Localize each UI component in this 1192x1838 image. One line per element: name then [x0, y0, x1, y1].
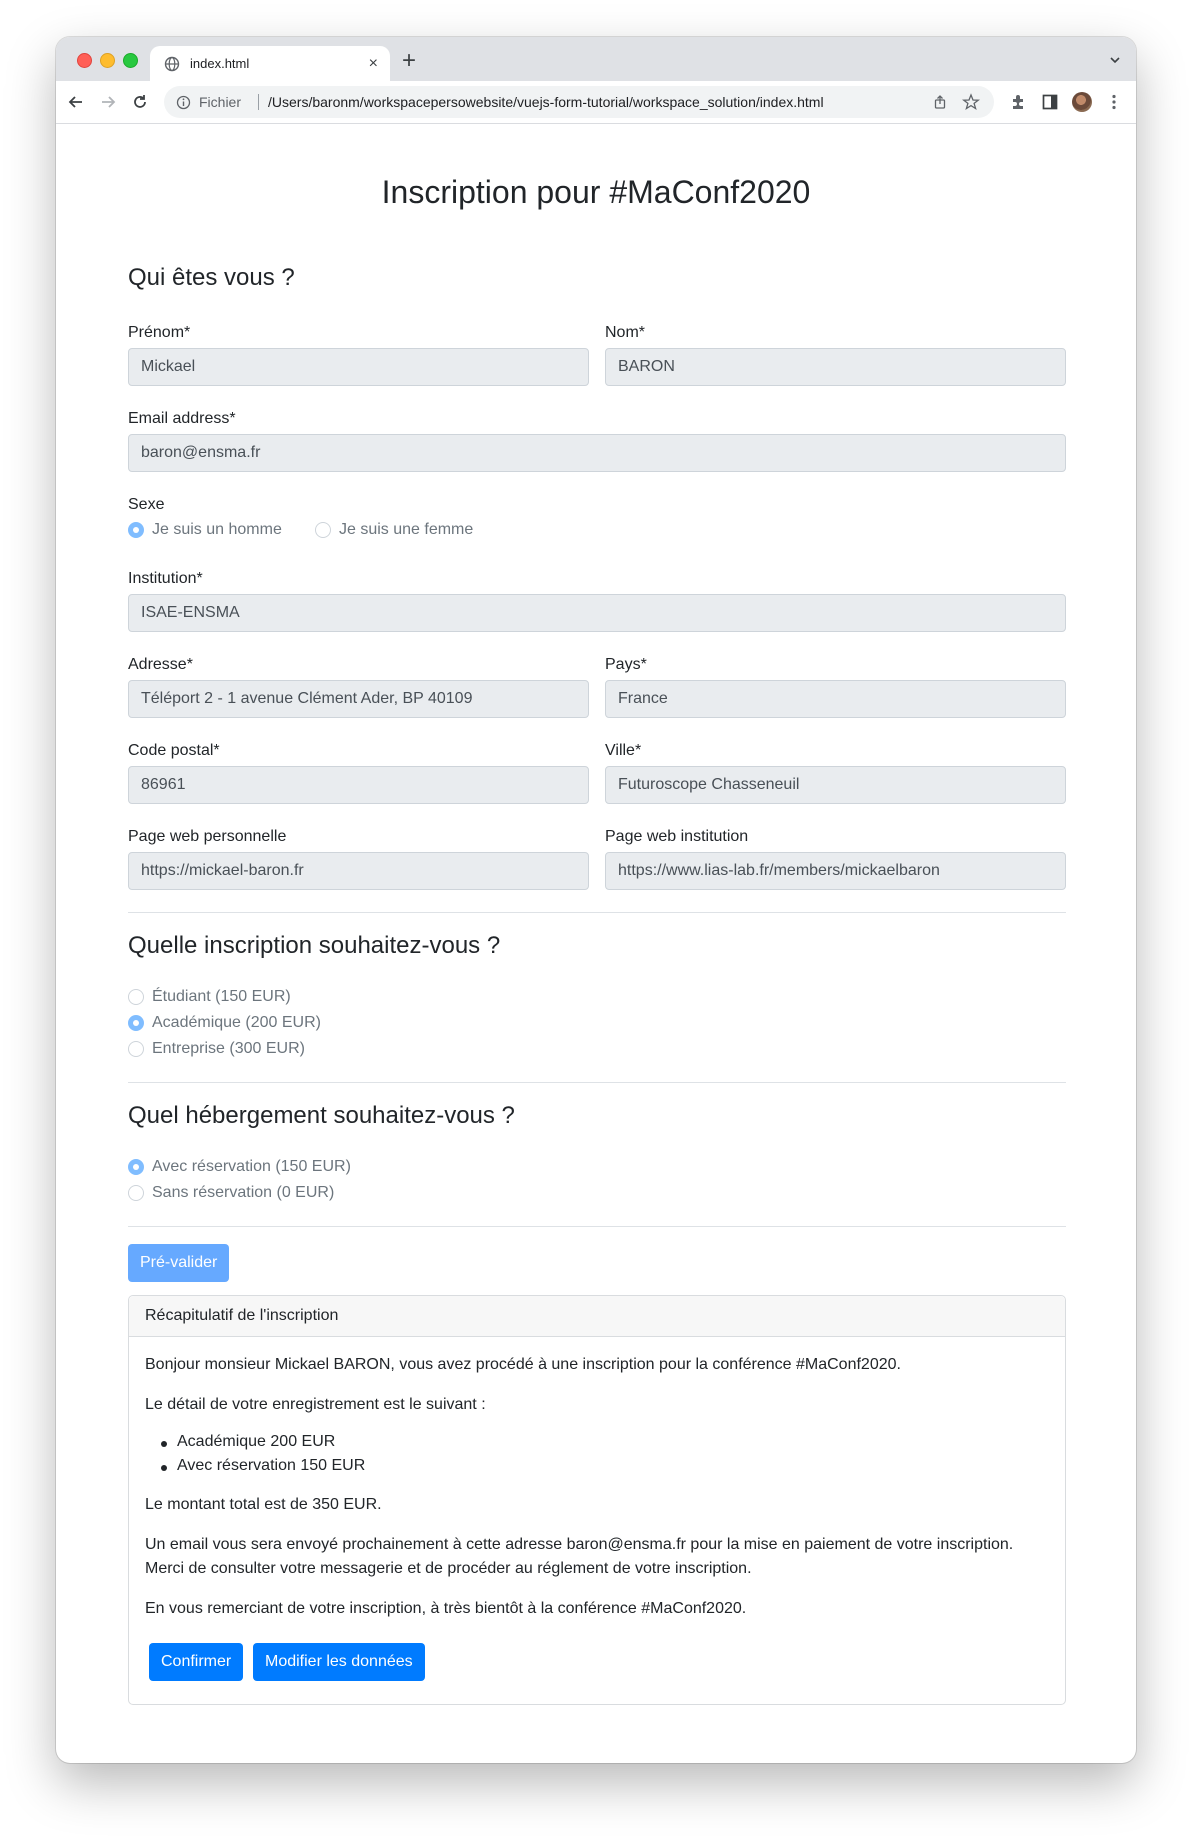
lastname-field[interactable]: BARON	[605, 348, 1066, 386]
bookmark-star-icon[interactable]	[962, 93, 980, 111]
radio-sex-female[interactable]	[315, 521, 473, 539]
institution-field[interactable]: ISAE-ENSMA	[128, 594, 1066, 632]
registration-heading: Quelle inscription souhaitez-vous ?	[128, 932, 501, 959]
institution-web-label: Page web institution	[605, 828, 749, 845]
globe-icon	[164, 56, 180, 72]
summary-card	[128, 1295, 1066, 1705]
radio-accommodation-with[interactable]	[128, 1158, 351, 1176]
address-field[interactable]: Téléport 2 - 1 avenue Clément Ader, BP 40109	[128, 680, 589, 718]
summary-email-line2: Merci de consulter votre messagerie et de procéder au réglement de votre inscription.	[145, 1560, 752, 1577]
summary-greeting: Bonjour monsieur Mickael BARON, vous avez procédé à une inscription pour la conférence #MaConf2020.	[145, 1356, 901, 1373]
summary-email-line1: Un email vous sera envoyé prochainement à cette adresse baron@ensma.fr pour la mise en paiement de votre inscription.	[145, 1536, 1014, 1553]
radio-button[interactable]	[128, 1159, 144, 1175]
tab-title: index.html	[190, 56, 250, 71]
omnibox-separator	[258, 94, 259, 110]
radio-label: Sans réservation (0 EUR)	[152, 1184, 335, 1201]
email-label: Email address*	[128, 410, 236, 427]
summary-thanks: En vous remerciant de votre inscription, à très bientôt à la conférence #MaConf2020.	[145, 1600, 747, 1617]
summary-card-header: Récapitulatif de l'inscription	[129, 1296, 1065, 1337]
institution-label: Institution*	[128, 570, 203, 587]
city-field[interactable]: Futuroscope Chasseneuil	[605, 766, 1066, 804]
identity-heading: Qui êtes vous ?	[128, 264, 295, 291]
radio-label: Étudiant (150 EUR)	[152, 988, 291, 1005]
modify-button[interactable]: Modifier les données	[253, 1643, 425, 1681]
summary-total: Le montant total est de 350 EUR.	[145, 1496, 382, 1513]
divider	[128, 912, 1066, 913]
page-title: Inscription pour #MaConf2020	[381, 174, 811, 210]
personal-web-field[interactable]: https://mickael-baron.fr	[128, 852, 589, 890]
radio-sex-male[interactable]	[128, 521, 282, 539]
radio-registration-student[interactable]	[128, 988, 291, 1006]
address-bar[interactable]	[164, 86, 994, 118]
close-window-button[interactable]	[77, 53, 92, 68]
email-field[interactable]: baron@ensma.fr	[128, 434, 1066, 472]
country-label: Pays*	[605, 656, 647, 673]
confirm-button[interactable]: Confirmer	[149, 1643, 243, 1681]
summary-detail-intro: Le détail de votre enregistrement est le suivant :	[145, 1396, 486, 1413]
tab-strip	[56, 37, 1136, 81]
chevron-down-icon[interactable]	[1108, 53, 1122, 67]
country-field[interactable]: France	[605, 680, 1066, 718]
divider	[128, 1082, 1066, 1083]
info-icon[interactable]	[176, 95, 191, 110]
radio-label: Je suis une femme	[339, 521, 474, 538]
maximize-window-button[interactable]	[123, 53, 138, 68]
sex-label: Sexe	[128, 496, 165, 513]
radio-button[interactable]	[128, 989, 144, 1005]
prevalidate-button[interactable]: Pré-valider	[128, 1244, 229, 1282]
radio-registration-academic[interactable]	[128, 1014, 321, 1032]
institution-web-field[interactable]: https://www.lias-lab.fr/members/mickaelbaron	[605, 852, 1066, 890]
share-icon[interactable]	[932, 94, 948, 110]
scheme-label: Fichier	[199, 94, 242, 110]
side-panel-icon[interactable]	[1040, 92, 1060, 112]
new-tab-button[interactable]: +	[402, 47, 417, 74]
reload-icon[interactable]	[130, 92, 150, 112]
tab-index-html[interactable]	[150, 46, 390, 81]
extensions-puzzle-icon[interactable]	[1008, 92, 1028, 112]
accommodation-heading: Quel hébergement souhaitez-vous ?	[128, 1102, 515, 1129]
list-item: Académique 200 EUR	[177, 1433, 336, 1450]
radio-button[interactable]	[315, 522, 331, 538]
more-menu-icon[interactable]	[1104, 92, 1124, 112]
minimize-window-button[interactable]	[100, 53, 115, 68]
forward-arrow-icon[interactable]	[98, 92, 118, 112]
radio-button[interactable]	[128, 1041, 144, 1057]
firstname-label: Prénom*	[128, 324, 191, 341]
radio-label: Je suis un homme	[152, 521, 282, 538]
radio-button[interactable]	[128, 1185, 144, 1201]
avatar	[1072, 92, 1092, 112]
lastname-label: Nom*	[605, 324, 646, 341]
radio-label: Entreprise (300 EUR)	[152, 1040, 305, 1057]
postal-code-label: Code postal*	[128, 742, 220, 759]
back-arrow-icon[interactable]	[66, 92, 86, 112]
close-tab-icon[interactable]: ×	[368, 54, 378, 72]
page-content	[56, 124, 1136, 1763]
divider	[128, 1226, 1066, 1227]
firstname-field[interactable]: Mickael	[128, 348, 589, 386]
radio-label: Avec réservation (150 EUR)	[152, 1158, 351, 1175]
list-item: Avec réservation 150 EUR	[177, 1457, 366, 1474]
radio-registration-company[interactable]	[128, 1040, 305, 1058]
radio-label: Académique (200 EUR)	[152, 1014, 321, 1031]
profile-avatar[interactable]	[1072, 92, 1092, 112]
browser-toolbar	[56, 81, 1136, 124]
form-container	[128, 124, 1066, 1724]
address-label: Adresse*	[128, 656, 193, 673]
radio-button[interactable]	[128, 522, 144, 538]
city-label: Ville*	[605, 742, 642, 759]
url-text[interactable]: /Users/baronm/workspacepersowebsite/vuejs-form-tutorial/workspace_solution/index.html	[268, 94, 824, 110]
browser-window	[56, 37, 1136, 1763]
personal-web-label: Page web personnelle	[128, 828, 287, 845]
postal-code-field[interactable]: 86961	[128, 766, 589, 804]
window-controls	[77, 53, 138, 68]
radio-accommodation-without[interactable]	[128, 1184, 334, 1202]
radio-button[interactable]	[128, 1015, 144, 1031]
